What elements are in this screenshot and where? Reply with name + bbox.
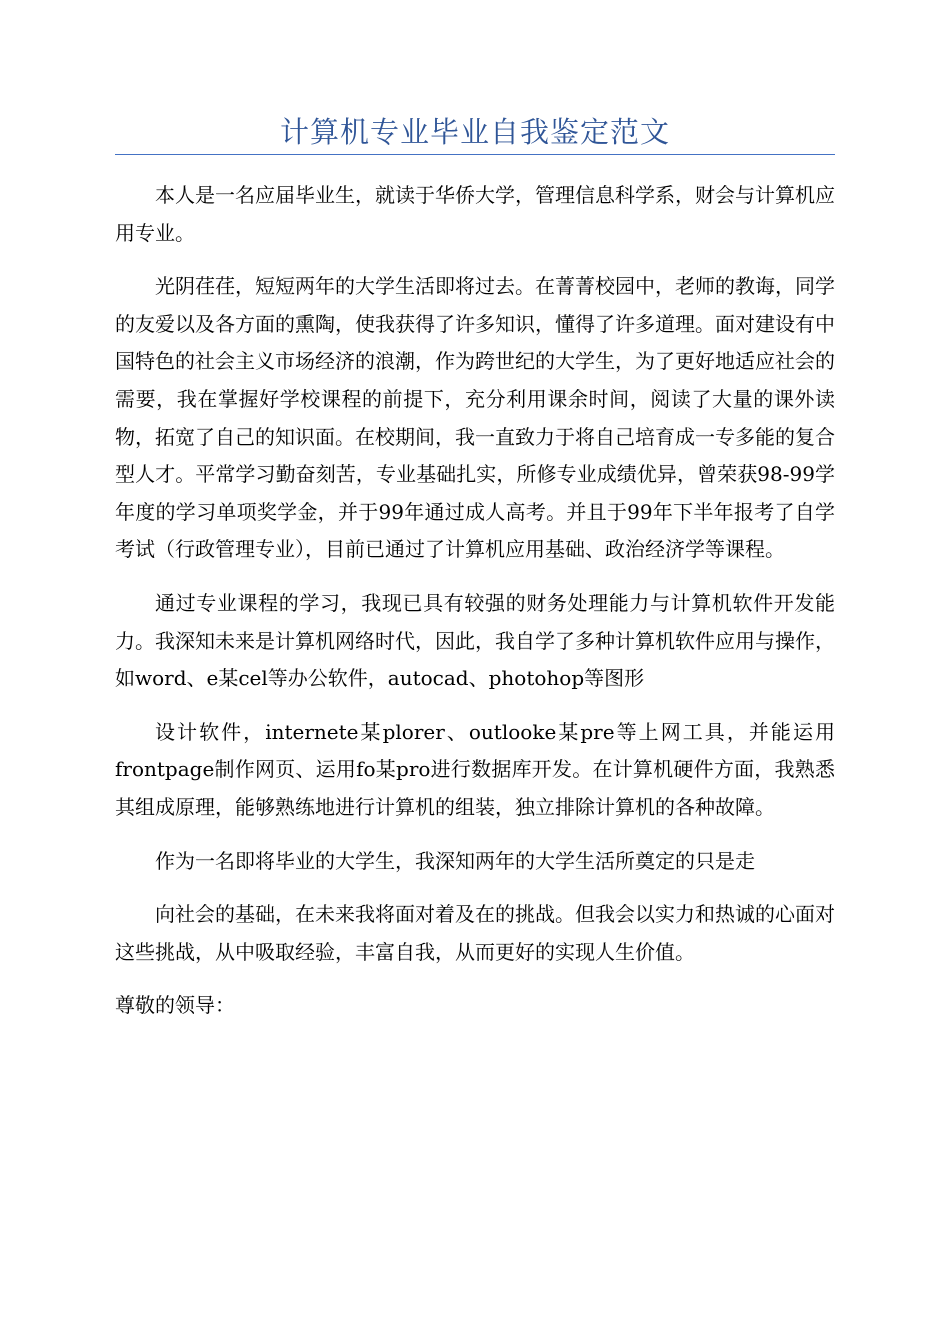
paragraph-graduate: 作为一名即将毕业的大学生，我深知两年的大学生活所奠定的只是走 — [155, 848, 755, 873]
paragraph-challenge: 向社会的基础，在未来我将面对着及在的挑战。但我会以实力和热诚的心面对这些挑战，从中吸取经验，丰富自我，从而更好的实现人生价值。 — [115, 902, 835, 964]
paragraph-software: 设计软件，internete某plorer、outlooke某pre等上网工具，并能运用frontpage制作网页、运用fo某pro进行数据库开发。在计算机硬件方面，我熟悉其组成原理，能够熟练地进行计算机的组装，独立排除计算机的各种故障。 — [115, 719, 835, 819]
document-body — [115, 177, 835, 1041]
paragraph-intro: 本人是一名应届毕业生，就读于华侨大学，管理信息科学系，财会与计算机应用专业。 — [115, 183, 835, 245]
salutation: 尊敬的领导： — [115, 993, 235, 1018]
title-underline — [115, 154, 835, 155]
paragraph-study-life: 光阴荏荏，短短两年的大学生活即将过去。在菁菁校园中，老师的教诲，同学的友爱以及各方面的熏陶，使我获得了许多知识，懂得了许多道理。面对建设有中国特色的社会主义市场经济的浪潮，作为跨世纪的大学生，为了更好地适应社会的需要，我在掌握好学校课程的前提下，充分利用课余时间，阅读了大量的课外读物，拓宽了自己的知识面。在校期间，我一直致力于将自己培育成一专多能的复合型人才。平常学习勤奋刻苦，专业基础扎实，所修专业成绩优异，曾荣获98-99学年度的学习单项奖学金，并于99年通过成人高考。并且于99年下半年报考了自学考试（行政管理专业），目前已通过了计算机应用基础、政治经济学等课程。 — [115, 274, 835, 562]
document-title: 计算机专业毕业自我鉴定范文 — [279, 115, 670, 149]
paragraph-skills: 通过专业课程的学习，我现已具有较强的财务处理能力与计算机软件开发能力。我深知未来是计算机网络时代，因此，我自学了多种计算机软件应用与操作，如word、e某cel等办公软件，autocad、photohop等图形 — [115, 590, 835, 691]
